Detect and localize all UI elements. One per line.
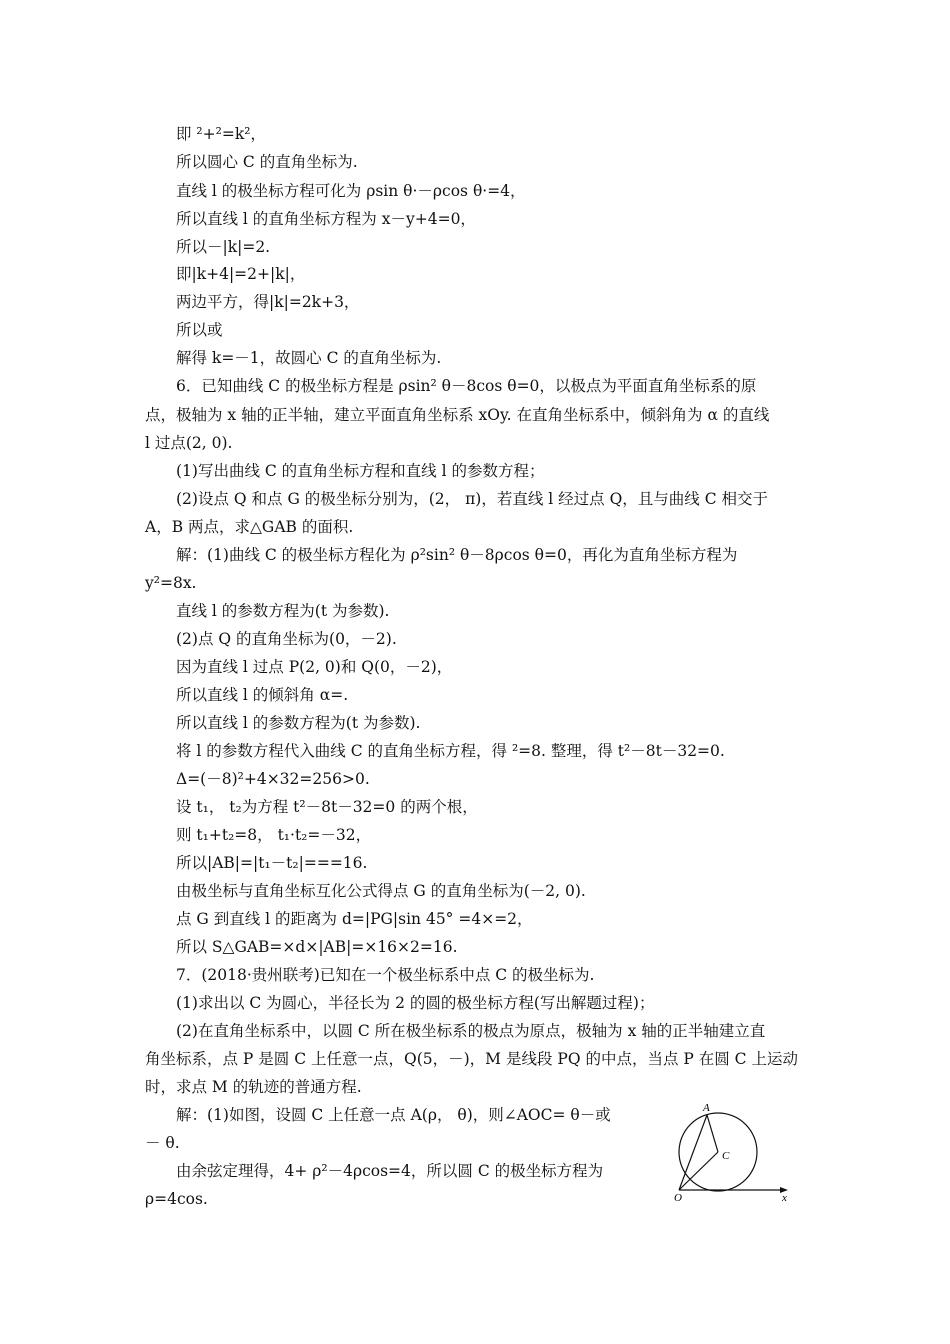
text-line-6: 即|k+4|=2+|k|， [176, 265, 306, 283]
solution-6-line-1: 解：(1)曲线 C 的极坐标方程化为 ρ²sin² θ－8ρcos θ=0，再化为直角坐标方程为 [176, 546, 738, 564]
solution-7-line-2: － θ. [145, 1134, 180, 1152]
solution-7-line-4: ρ=4cos. [145, 1190, 208, 1208]
problem-7-part-1: (1)求出以 C 为圆心，半径长为 2 的圆的极坐标方程(写出解题过程)； [176, 994, 655, 1012]
problem-7-part-2-line-2: 角坐标系，点 P 是圆 C 上任意一点，Q(5，－)，M 是线段 PQ 的中点，当点 P 在圆 C 上运动 [145, 1050, 798, 1068]
text-line-1: 即 ²+²=k²， [176, 125, 266, 143]
text-line-3: 直线 l 的极坐标方程可化为 ρsin θ·－ρcos θ·=4， [176, 182, 526, 200]
problem-7-part-2-line-1: (2)在直角坐标系中，以圆 C 所在极坐标系的极点为原点，极轴为 x 轴的正半轴建立直 [176, 1022, 766, 1040]
problem-6-line-3: l 过点(2, 0). [145, 434, 233, 452]
circle-diagram-icon [672, 1100, 796, 1204]
label-a: A [703, 1102, 710, 1114]
solution-6-line-14: 点 G 到直线 l 的距离为 d=|PG|sin 45° =4×=2， [176, 910, 533, 928]
solution-6-line-15: 所以 S△GAB=×d×|AB|=×16×2=16. [176, 938, 458, 956]
solution-6-line-9: Δ=(－8)²+4×32=256>0. [176, 770, 370, 788]
problem-6-part-2-line-2: A，B 两点，求△GAB 的面积. [145, 518, 354, 536]
segment-oc [679, 1152, 718, 1190]
problem-7-part-2-line-3: 时，求点 M 的轨迹的普通方程. [145, 1078, 362, 1096]
text-line-8: 所以或 [176, 321, 223, 339]
problem-6-part-1: (1)写出曲线 C 的直角坐标方程和直线 l 的参数方程； [176, 462, 545, 480]
problem-6-line-2: 点，极轴为 x 轴的正半轴，建立平面直角坐标系 xOy. 在直角坐标系中，倾斜角为 α 的直线 [145, 406, 770, 424]
text-line-7: 两边平方，得|k|=2k+3， [176, 293, 360, 311]
solution-6-line-6: 所以直线 l 的倾斜角 α=. [176, 686, 349, 704]
problem-7-line-1: 7．(2018·贵州联考)已知在一个极坐标系中点 C 的极坐标为. [176, 966, 595, 984]
solution-7-line-1: 解：(1)如图，设圆 C 上任意一点 A(ρ， θ)，则∠AOC= θ－或 [176, 1106, 611, 1124]
problem-6-part-2-line-1: (2)设点 Q 和点 G 的极坐标分别为，(2， π)，若直线 l 经过点 Q，且与曲线 C 相交于 [176, 490, 768, 508]
solution-6-line-13: 由极坐标与直角坐标互化公式得点 G 的直角坐标为(－2, 0). [176, 882, 586, 900]
solution-6-line-5: 因为直线 l 过点 P(2, 0)和 Q(0，－2)， [176, 658, 453, 676]
solution-6-line-3: 直线 l 的参数方程为(t 为参数). [176, 602, 390, 620]
segment-oa [679, 1115, 707, 1190]
problem-6-line-1: 6．已知曲线 C 的极坐标方程是 ρsin² θ－8cos θ=0，以极点为平面直角坐标系的原 [176, 377, 757, 395]
solution-6-line-12: 所以|AB|=|t₁－t₂|===16. [176, 854, 368, 872]
solution-6-line-2: y²=8x. [145, 574, 197, 592]
solution-7-line-3: 由余弦定理得，4+ ρ²－4ρcos=4，所以圆 C 的极坐标方程为 [176, 1162, 604, 1180]
text-line-4: 所以直线 l 的直角坐标方程为 x－y+4=0， [176, 210, 476, 228]
solution-6-line-4: (2)点 Q 的直角坐标为(0，－2). [176, 630, 397, 648]
label-x: x [782, 1192, 787, 1204]
label-o: O [674, 1192, 682, 1204]
solution-6-line-10: 设 t₁， t₂为方程 t²－8t－32=0 的两个根， [176, 798, 478, 816]
text-line-9: 解得 k=－1，故圆心 C 的直角坐标为. [176, 349, 442, 367]
solution-6-line-7: 所以直线 l 的参数方程为(t 为参数). [176, 714, 421, 732]
text-line-5: 所以－|k|=2. [176, 238, 271, 256]
solution-6-line-11: 则 t₁+t₂=8， t₁·t₂=－32， [176, 826, 372, 844]
label-c: C [722, 1150, 730, 1162]
solution-6-line-8: 将 l 的参数方程代入曲线 C 的直角坐标方程，得 ²=8. 整理，得 t²－8t－32=0. [176, 742, 725, 760]
text-line-2: 所以圆心 C 的直角坐标为. [176, 153, 358, 171]
segment-ac [707, 1115, 718, 1152]
